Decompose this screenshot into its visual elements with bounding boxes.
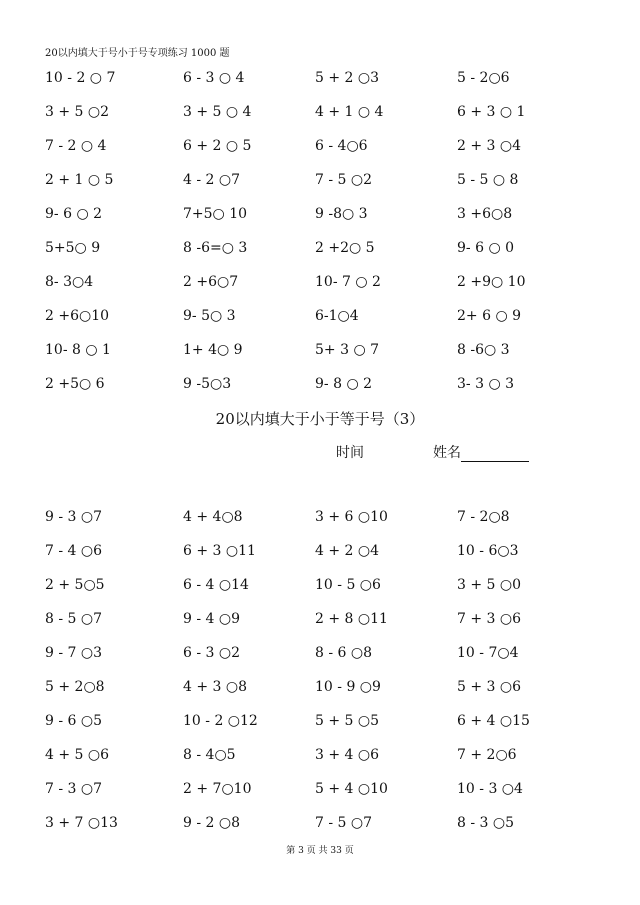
exercise-item: 2+ 6 ○ 9 (457, 308, 522, 324)
exercise-item: 9 - 7 ○3 (45, 645, 103, 661)
exercise-item: 4 - 2 ○7 (183, 172, 241, 188)
exercise-item: 3 +6○8 (457, 206, 513, 222)
exercise-item: 10 - 7○4 (457, 645, 519, 661)
exercise-item: 5 - 5 ○ 8 (457, 172, 519, 188)
exercise-item: 6 - 3 ○ 4 (183, 70, 245, 86)
exercise-item: 5 + 3 ○6 (457, 679, 522, 695)
exercise-item: 7 + 2○6 (457, 747, 517, 763)
exercise-row (45, 104, 605, 138)
exercise-row (45, 308, 605, 342)
exercise-item: 7 - 3 ○7 (45, 781, 103, 797)
exercise-item: 8 - 5 ○7 (45, 611, 103, 627)
exercise-item: 2 +9○ 10 (457, 274, 526, 290)
exercise-item: 6 - 3 ○2 (183, 645, 241, 661)
exercise-item: 9 -8○ 3 (315, 206, 368, 222)
exercise-item: 10- 8 ○ 1 (45, 342, 111, 358)
exercise-item: 10 - 6○3 (457, 543, 519, 559)
exercise-grid-1 (45, 70, 605, 410)
exercise-row (45, 611, 605, 645)
exercise-item: 1+ 4○ 9 (183, 342, 243, 358)
exercise-row (45, 781, 605, 815)
exercise-item: 2 +2○ 5 (315, 240, 375, 256)
exercise-row (45, 577, 605, 611)
time-label: 时间 (336, 445, 364, 461)
exercise-item: 4 + 5 ○6 (45, 747, 110, 763)
exercise-item: 10 - 2 ○ 7 (45, 70, 116, 86)
exercise-row (45, 509, 605, 543)
exercise-item: 3 + 6 ○10 (315, 509, 388, 525)
exercise-item: 6-1○4 (315, 308, 359, 324)
name-label: 姓名 (433, 445, 461, 461)
exercise-item: 9 - 4 ○9 (183, 611, 241, 627)
exercise-item: 8 - 6 ○8 (315, 645, 373, 661)
exercise-item: 5 - 2○6 (457, 70, 510, 86)
exercise-item: 3 + 5 ○0 (457, 577, 522, 593)
exercise-item: 8 -6○ 3 (457, 342, 510, 358)
exercise-item: 2 + 7○10 (183, 781, 252, 797)
exercise-item: 8 - 3 ○5 (457, 815, 515, 831)
exercise-row (45, 679, 605, 713)
exercise-row (45, 342, 605, 376)
exercise-item: 7 - 4 ○6 (45, 543, 103, 559)
worksheet-title: 20以内填大于小于等于号（3） (215, 410, 425, 428)
exercise-item: 2 +6○10 (45, 308, 110, 324)
exercise-item: 8- 3○4 (45, 274, 94, 290)
exercise-item: 3 + 5 ○2 (45, 104, 110, 120)
exercise-item: 3- 3 ○ 3 (457, 376, 515, 392)
name-field (433, 442, 529, 462)
exercise-item: 10- 7 ○ 2 (315, 274, 381, 290)
exercise-row (45, 274, 605, 308)
exercise-item: 9 - 2 ○8 (183, 815, 241, 831)
exercise-item: 10 - 3 ○4 (457, 781, 523, 797)
exercise-item: 4 + 3 ○8 (183, 679, 248, 695)
exercise-row (45, 206, 605, 240)
exercise-grid-2 (45, 509, 605, 849)
exercise-row (45, 747, 605, 781)
exercise-item: 7 + 3 ○6 (457, 611, 522, 627)
exercise-item: 5 + 4 ○10 (315, 781, 388, 797)
page-footer: 第 3 页 共 33 页 (286, 846, 354, 856)
exercise-item: 9- 6 ○ 0 (457, 240, 515, 256)
exercise-item: 2 + 8 ○11 (315, 611, 388, 627)
exercise-row (45, 713, 605, 747)
exercise-row (45, 240, 605, 274)
exercise-item: 10 - 5 ○6 (315, 577, 381, 593)
exercise-item: 3 + 5 ○ 4 (183, 104, 252, 120)
exercise-row (45, 138, 605, 172)
exercise-row (45, 376, 605, 410)
exercise-item: 8 -6=○ 3 (183, 240, 248, 256)
exercise-item: 6 + 4 ○15 (457, 713, 530, 729)
exercise-item: 6 + 2 ○ 5 (183, 138, 252, 154)
exercise-item: 7 - 2 ○ 4 (45, 138, 107, 154)
exercise-item: 7 - 2○8 (457, 509, 510, 525)
exercise-item: 3 + 7 ○13 (45, 815, 118, 831)
exercise-item: 6 + 3 ○11 (183, 543, 256, 559)
exercise-row (45, 172, 605, 206)
exercise-item: 4 + 4○8 (183, 509, 243, 525)
exercise-item: 2 + 5○5 (45, 577, 105, 593)
exercise-item: 2 + 1 ○ 5 (45, 172, 114, 188)
document-header: 20以内填大于号小于号专项练习 1000 题 (45, 48, 230, 59)
exercise-item: 10 - 9 ○9 (315, 679, 381, 695)
exercise-item: 10 - 2 ○12 (183, 713, 258, 729)
exercise-item: 5+ 3 ○ 7 (315, 342, 380, 358)
exercise-item: 7 - 5 ○7 (315, 815, 373, 831)
exercise-item: 9- 8 ○ 2 (315, 376, 373, 392)
exercise-item: 5+5○ 9 (45, 240, 101, 256)
exercise-item: 2 + 3 ○4 (457, 138, 522, 154)
exercise-row (45, 543, 605, 577)
exercise-item: 5 + 2 ○3 (315, 70, 380, 86)
exercise-item: 9 - 3 ○7 (45, 509, 103, 525)
exercise-item: 5 + 5 ○5 (315, 713, 380, 729)
exercise-item: 9- 6 ○ 2 (45, 206, 103, 222)
exercise-row (45, 645, 605, 679)
exercise-item: 4 + 1 ○ 4 (315, 104, 384, 120)
exercise-item: 8 - 4○5 (183, 747, 236, 763)
exercise-item: 9 - 6 ○5 (45, 713, 103, 729)
exercise-item: 6 - 4 ○14 (183, 577, 249, 593)
exercise-item: 3 + 4 ○6 (315, 747, 380, 763)
exercise-item: 9 -5○3 (183, 376, 232, 392)
exercise-row (45, 70, 605, 104)
exercise-item: 2 +5○ 6 (45, 376, 105, 392)
exercise-item: 2 +6○7 (183, 274, 239, 290)
exercise-item: 6 + 3 ○ 1 (457, 104, 526, 120)
exercise-item: 7+5○ 10 (183, 206, 248, 222)
exercise-item: 5 + 2○8 (45, 679, 105, 695)
exercise-item: 4 + 2 ○4 (315, 543, 380, 559)
name-blank-line (461, 447, 529, 462)
exercise-item: 6 - 4○6 (315, 138, 368, 154)
exercise-item: 7 - 5 ○2 (315, 172, 373, 188)
exercise-item: 9- 5○ 3 (183, 308, 236, 324)
